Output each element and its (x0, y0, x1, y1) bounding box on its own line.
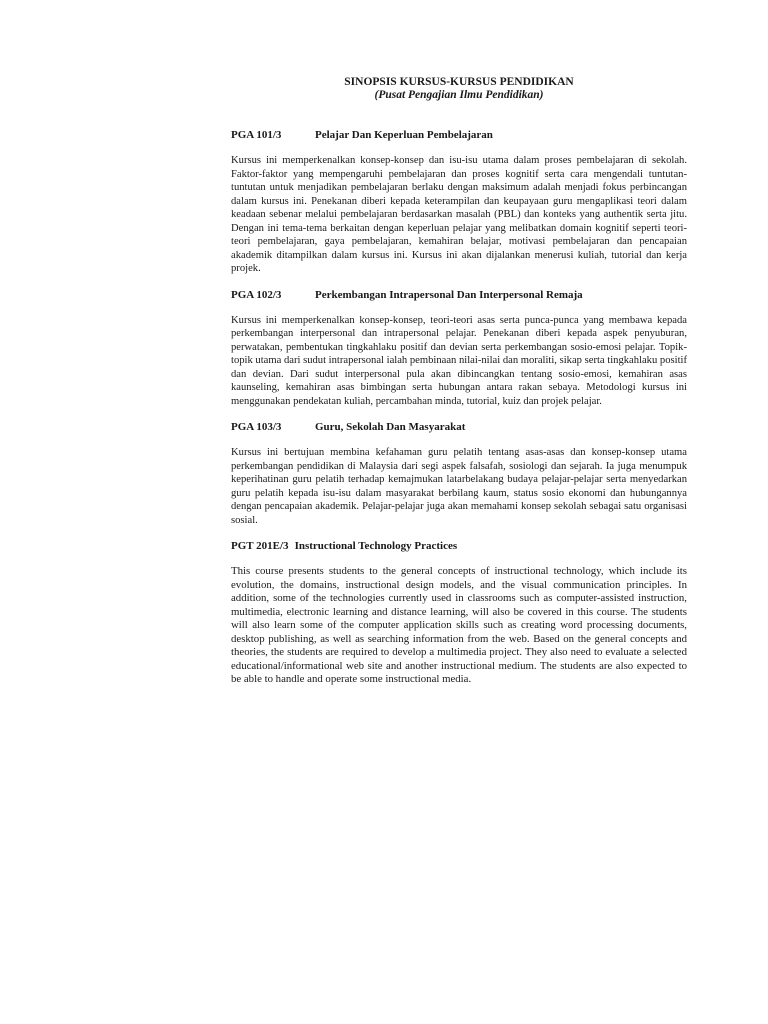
course-section (231, 129, 687, 276)
course-heading (231, 421, 687, 434)
course-section (231, 421, 687, 527)
course-heading (231, 540, 687, 553)
course-description: Kursus ini memperkenalkan konsep-konsep, teori-teori asas serta punca-punca yang membawa kepada perkembangan interpersonal dan intrapersonal pelajar. Penekanan diberi kepada aspek penyuburan, perwatakan, pembentukan tingkahlaku positif dan devian serta perkembangan sosio-emosi pelajar. Topik-topik utama dari sudut intrapersonal ialah pembinaan nilai-nilai dan moraliti, sikap serta tingkahlaku positif dan devian. Dari sudut interpersonal pula akan dibincangkan tentang sosio-emosi, kemahiran asas kaunseling, kemahiran asas bimbingan serta hubungan antara rakan sebaya. Metodologi kursus ini menggunakan pendekatan kuliah, percambahan minda, tutorial, kuiz dan projek pelajar. (231, 314, 688, 407)
course-description: Kursus ini memperkenalkan konsep-konsep dan isu-isu utama dalam proses pembelajaran di sekolah. Faktor-faktor yang mempengaruhi pembelajaran dan proses kognitif serta cara mengendali tuntutan-tuntutan untuk menjadikan pembelajaran berlaku dengan maksimum adalah menjadi fokus perbincangan dalam kursus ini. Penekanan diberi kepada keterampilan dan keupayaan guru mengaplikasi teori dalam keadaan sebenar melalui pembelajaran berdasarkan masalah (PBL) dan konteks yang authentik serta jitu. Dengan ini tema-tema berkaitan dengan keperluan pelajar yang melibatkan domain kognitif seperti teori-teori pembelajaran, gaya pembelajaran, kemahiran belajar, motivasi pembelajaran dan pencapaian akademik ditampilkan dalam kursus ini. Kursus ini akan dijalankan menerusi kuliah, tutorial dan kerja projek. (231, 155, 687, 274)
course-description: This course presents students to the general concepts of instructional technology, which include its evolution, the domains, instructional design models, and the visual communication principles. In addition, some of the technologies currently used in classrooms such as computer-assisted instruction, multimedia, electronic learning and distance learning, will also be covered in this course. The students will also learn some of the computer application skills such as creating word processing documents, desktop publishing, as well as searching information from the web. Based on the general concepts and theories, the students are required to develop a multimedia project. They also need to evaluate a selected educational/informational web site and another instructional medium. The students are also expected to be able to handle and operate some instructional media. (231, 565, 687, 685)
course-code: PGT 201E/3 (231, 540, 289, 552)
course-name: Pelajar Dan Keperluan Pembelajaran (315, 129, 493, 141)
course-name: Perkembangan Intrapersonal Dan Interpersonal Remaja (315, 288, 583, 301)
course-name: Instructional Technology Practices (294, 540, 458, 552)
course-code: PGA 101/3 (231, 129, 282, 141)
course-code: PGA 102/3 (231, 288, 282, 301)
course-heading (231, 129, 687, 142)
document-page (231, 76, 687, 700)
course-name: Guru, Sekolah Dan Masyarakat (315, 421, 466, 433)
document-title: SINOPSIS KURSUS-KURSUS PENDIDIKAN (344, 76, 574, 88)
course-section (231, 289, 687, 409)
course-section (231, 540, 687, 687)
course-code: PGA 103/3 (231, 421, 282, 433)
document-subtitle: (Pusat Pengajian Ilmu Pendidikan) (374, 89, 544, 101)
course-heading (231, 289, 687, 302)
course-description: Kursus ini bertujuan membina kefahaman guru pelatih tentang asas-asas dan konsep-konsep utama perkembangan pendidikan di Malaysia dari segi aspek falsafah, sosiologi dan sejarah. Ia juga menumpuk keperihatinan guru pelatih terhadap kemajmukan latarbelakang budaya pelajar-pelajar serta menyedarkan guru pelatih kepada isu-isu dalam masyarakat berbilang kaum, status sosio ekonomi dan hubungannya dengan pencapaian akademik. Pelajar-pelajar juga akan memahami konsep sekolah sebagai satu organisasi sosial. (231, 447, 687, 526)
